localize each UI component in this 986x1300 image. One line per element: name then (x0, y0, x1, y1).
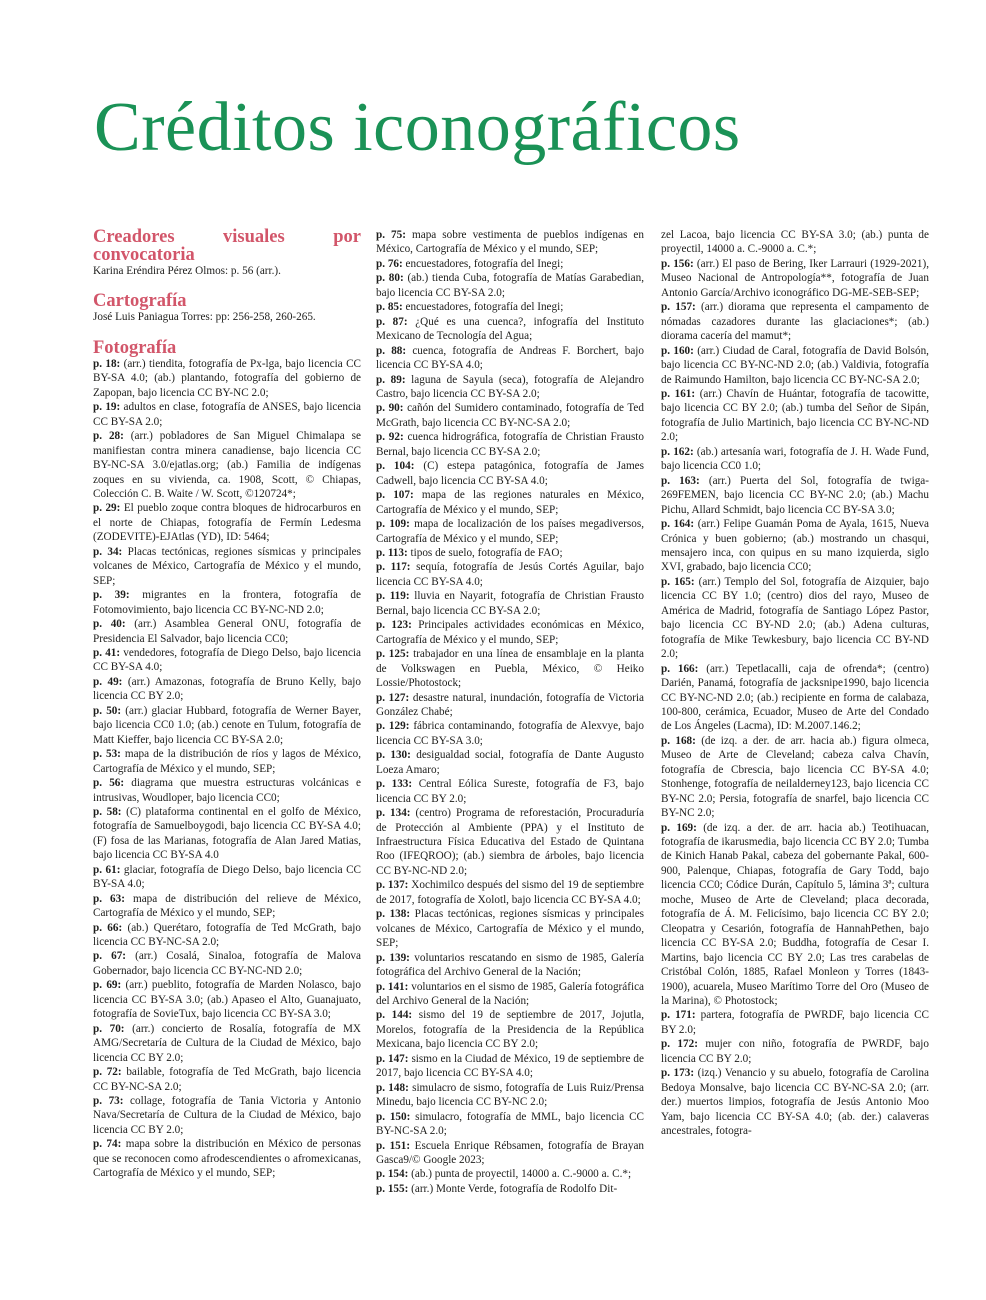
page-ref: p. 123: (376, 619, 412, 632)
page-ref: p. 73: (93, 1095, 124, 1108)
credit-entry (376, 373, 644, 402)
page-ref: p. 147: (376, 1052, 409, 1065)
page-ref: p. 168: (661, 734, 696, 747)
credit-entry (93, 264, 361, 278)
credit-entry (376, 806, 644, 878)
credit-text: Karina Eréndira Pérez Olmos: p. 56 (arr.). (93, 265, 281, 277)
credit-entry (93, 400, 361, 429)
page-ref: p. 171: (661, 1009, 696, 1022)
page-ref: p. 107: (376, 489, 414, 502)
page-ref: p. 151: (376, 1139, 411, 1152)
credit-text: mujer con niño, fotografía de PWRDF, bajo licencia CC BY 2.0; (661, 1038, 929, 1065)
page-ref: p. 90: (376, 402, 404, 415)
credit-text: cuenca, fotografía de Andreas F. Borchert, bajo licencia CC BY-SA 4.0; (376, 344, 644, 372)
page-ref: p. 119: (376, 590, 410, 603)
credit-entry (93, 675, 361, 704)
credit-entry (376, 1167, 644, 1181)
page-ref: p. 18: (93, 357, 121, 370)
credit-text: (arr.) pueblito, fotografía de Marden Nolasco, bajo licencia CC BY-SA 3.0; (ab.) Apaseo el Alto, Guanajuato, fotografía de SovieTux, bajo licencia CC BY-SA 3.0; (93, 979, 361, 1021)
credit-entry (93, 617, 361, 646)
credit-entry (93, 747, 361, 776)
page-ref: p. 39: (93, 589, 130, 602)
page-ref: p. 156: (661, 257, 694, 270)
credit-text: (arr.) Felipe Guamán Poma de Ayala, 1615, Nueva Crónica y buen gobierno; (ab.) mostrando un chasqui, mensajero inca, con quipus en su mano izquierda, siglo XVI, grabado, bajo licencia CC0; (661, 518, 930, 574)
credits-column-3 (661, 228, 929, 1139)
page-ref: p. 144: (376, 1009, 413, 1022)
credit-entry (376, 1139, 644, 1168)
credit-text: (arr.) glaciar Hubbard, fotografía de Werner Bayer, bajo licencia CC0 1.0; (ab.) cenote en Tulum, fotografía de Matt Kieffer, bajo licencia CC BY-SA 2.0; (93, 704, 361, 746)
page-ref: p. 130: (376, 749, 411, 762)
credit-text: partera, fotografía de PWRDF, bajo licencia CC BY 2.0; (661, 1009, 930, 1036)
credit-text: (arr.) Monte Verde, fotografía de Rodolfo Dit- (408, 1182, 618, 1195)
credit-entry (93, 501, 361, 544)
credit-text: (centro) Programa de reforestación, Procuraduría de Protección al Ambiente (PPA) y el Instituto de Infraestructura Física Educativa del Estado de Quintana Roo (IFEQROO); (ab.) siembra de árboles, bajo licencia CC BY-NC-ND 2.0; (376, 807, 645, 877)
credit-entry (376, 1110, 644, 1139)
page-ref: p. 92: (376, 431, 404, 444)
credit-text: migrantes en la frontera, fotografía de Fotomovimiento, bajo licencia CC BY-NC-ND 2.0; (93, 589, 361, 616)
credit-entry (376, 401, 644, 430)
credit-text: voluntarios rescatando en sismo de 1985, Galería fotográfica del Archivo General de la Nación; (376, 951, 644, 979)
page-ref: p. 138: (376, 908, 411, 921)
credit-text: tipos de suelo, fotografía de FAO; (407, 546, 563, 559)
credit-text: Central Eólica Sureste, fotografía de F3, bajo licencia CC BY 2.0; (376, 778, 645, 805)
credit-entry (661, 387, 929, 445)
credit-entry (93, 1022, 361, 1065)
credit-text: vendedores, fotografía de Diego Delso, bajo licencia CC BY-SA 4.0; (93, 646, 361, 674)
credit-entry (376, 691, 644, 720)
page-ref: p. 61: (93, 863, 121, 876)
credit-entry (661, 662, 929, 734)
credit-text: laguna de Sayula (seca), fotografía de Alejandro Castro, bajo licencia CC BY-SA 2.0; (376, 373, 645, 400)
credit-entry (93, 949, 361, 978)
page-ref: p. 139: (376, 951, 410, 964)
credit-text: Escuela Enrique Rébsamen, fotografía de Brayan Gasca9/© Google 2023; (376, 1139, 644, 1166)
section-heading: Creadores visuales por convocatoria (93, 227, 361, 265)
credit-text: (arr.) Templo del Sol, fotografía de Aizquier, bajo licencia CC BY 1.0; (centro) dios del rayo, Museo de América de Madrid, fotografía de Santiago López Pastor, bajo licencia CC BY-ND 2.0; (ab.) Adena culturas, fotografía de Mike Tewkesbury, bajo licencia CC BY-ND 2.0; (661, 575, 929, 661)
credit-entry (376, 980, 644, 1009)
credit-entry (93, 776, 361, 805)
credit-entry (661, 1066, 929, 1138)
credit-text: (arr.) Ciudad de Caral, fotografía de David Bolsón, bajo licencia CC BY-NC-ND 2.0; (ab.) Valdivia, fotografía de Raimundo Hamilton, bajo licencia CC BY-NC-SA 2.0; (661, 344, 929, 386)
credit-text: sismo en la Ciudad de México, 19 de septiembre de 2017, bajo licencia CC BY-SA 4.0; (376, 1052, 644, 1080)
page-ref: p. 133: (376, 778, 413, 791)
credit-entry (661, 300, 929, 343)
credit-text: (arr.) Tepetlacalli, caja de ofrenda*; (centro) Darién, Panamá, fotografía de jacksnipe1990, bajo licencia CC BY-NC-ND 2.0; (ab.) recipiente en forma de calabaza, 100-800, cerámica, Ecuador, Museo de Arte del Condado de Los Ángeles (Lacma), ID: M.2007.146.2; (661, 662, 929, 733)
credit-entry (93, 646, 361, 675)
credit-text: mapa sobre vestimenta de pueblos indígenas en México, Cartografía de México y el mundo, SEP; (376, 229, 644, 256)
credit-entry (93, 1137, 361, 1180)
credits-column-1 (93, 228, 361, 1181)
credit-text: (de izq. a der. de arr. hacia ab.) Teotihuacan, fotografía de ikarusmedia, bajo licencia CC BY 2.0; Tumba de Kinich Hanab Pakal, cabeza del gobernante Pakal, 600-900, Palenque, Chiapas, fotografía de Gary Todd, bajo licencia CC0; Códice Durán, Capítulo 5, lámina 3ª; cultura moche, Museo de Arte de Cleveland; placa decorada, fotografía de Á. M. Felicísimo, bajo licencia CC BY 2.0; Cleopatra y Cesarión, fotografía de HannahPethen, bajo licencia CC BY-SA 2.0; Buddha, fotografía de Cesar I. Martins, bajo licencia CC BY 2.0; Las tres carabelas de Cristóbal Colón, 1885, Rafael Monleon y Torres (1843-1900), acuarela, Museo Marítimo Torre del Oro (Museo de la Marina), © Photostock; (661, 821, 929, 1008)
credit-text: (arr.) diorama que representa el campamento de nómadas cazadores durante las glaciaciones*; (ab.) diorama cacería del mamut*; (661, 301, 929, 343)
credit-text: sequía, fotografía de Jesús Cortés Aguilar, bajo licencia CC BY-SA 4.0; (376, 561, 644, 588)
credit-entry (376, 228, 644, 257)
credit-text: desigualdad social, fotografía de Dante Augusto Loeza Amaro; (376, 749, 644, 776)
page-ref: p. 157: (661, 301, 696, 314)
page-ref: p. 69: (93, 979, 122, 992)
credit-entry (376, 430, 644, 459)
credit-text: glaciar, fotografía de Diego Delso, bajo licencia CC BY-SA 4.0; (93, 863, 361, 891)
credit-entry (376, 907, 644, 950)
page-ref: p. 169: (661, 821, 697, 834)
credit-entry (93, 921, 361, 950)
credit-text: Principales actividades económicas en México, Cartografía de México y el mundo, SEP; (376, 619, 644, 646)
credit-entry (93, 545, 361, 588)
page-ref: p. 87: (376, 315, 408, 328)
credit-text: mapa de las regiones naturales en México, Cartografía de México y el mundo, SEP; (376, 489, 645, 516)
credit-entry (661, 257, 929, 300)
page-ref: p. 58: (93, 805, 122, 818)
page-ref: p. 150: (376, 1110, 411, 1123)
page-ref: p. 164: (661, 518, 695, 531)
credit-text: (C) estepa patagónica, fotografía de James Cadwell, bajo licencia CC BY-SA 4.0; (376, 460, 644, 487)
page-ref: p. 63: (93, 892, 125, 905)
credit-entry (93, 805, 361, 863)
credit-text: diagrama que muestra estructuras volcánicas e intrusivas, Woudloper, bajo licencia CC0; (93, 777, 361, 804)
page-ref: p. 66: (93, 921, 123, 934)
credit-text: (ab.) Querétaro, fotografía de Ted McGrath, bajo licencia CC BY-NC-SA 2.0; (93, 921, 362, 949)
credit-entry (661, 1037, 929, 1066)
credit-entry (661, 1008, 929, 1037)
credit-text: collage, fotografía de Tania Victoria y Antonio Nava/Secretaría de Cultura de la Ciudad de México, bajo licencia CC BY 2.0; (93, 1095, 361, 1136)
page-ref: p. 141: (376, 980, 409, 993)
credit-entry (376, 315, 644, 344)
credit-entry (93, 1065, 361, 1094)
page-ref: p. 155: (376, 1182, 409, 1195)
credit-entry (661, 821, 929, 1009)
credit-entry (376, 560, 644, 589)
credit-entry (376, 1182, 644, 1196)
credit-entry (93, 892, 361, 921)
page-ref: p. 163: (661, 474, 700, 487)
credit-entry (661, 344, 929, 387)
page-ref: p. 166: (661, 662, 699, 675)
page-ref: p. 125: (376, 648, 410, 661)
credit-entry (93, 863, 361, 892)
credit-text: Xochimilco después del sismo del 19 de septiembre de 2017, fotografía de Xolotl, bajo licencia CC BY-SA 4.0; (376, 879, 645, 906)
credit-entry (376, 748, 644, 777)
credit-entry (376, 271, 644, 300)
page-ref: p. 173: (661, 1067, 695, 1080)
credit-text: (arr.) Cosalá, Sinaloa, fotografía de Malova Gobernador, bajo licencia CC BY-NC-ND 2.0; (93, 950, 361, 977)
credit-entry (376, 777, 644, 806)
credit-entry (93, 588, 361, 617)
page-ref: p. 41: (93, 646, 121, 659)
page-ref: p. 85: (376, 301, 403, 314)
credit-text: (arr.) Amazonas, fotografía de Bruno Kelly, bajo licencia CC BY 2.0; (93, 675, 362, 703)
credit-entry (376, 589, 644, 618)
page-ref: p. 154: (376, 1168, 409, 1181)
credit-entry (93, 357, 361, 400)
page-ref: p. 28: (93, 430, 124, 443)
credit-text: cuenca hidrográfica, fotografía de Christian Frausto Bernal, bajo licencia CC BY-SA 2.0; (376, 431, 645, 458)
section-heading: Fotografía (93, 337, 177, 358)
credit-text: fábrica contaminando, fotografía de Alexvye, bajo licencia CC BY-SA 3.0; (376, 720, 644, 747)
credit-text: (arr.) Asamblea General ONU, fotografía de Presidencia El Salvador, bajo licencia CC0; (93, 618, 362, 645)
credit-entry (661, 734, 929, 821)
page-ref: p. 19: (93, 401, 121, 414)
credit-text: simulacro, fotografía de MML, bajo licencia CC BY-NC-SA 2.0; (376, 1110, 644, 1138)
credits-column-2 (376, 228, 644, 1196)
credit-text: mapa de localización de los países megadiversos, Cartografía de México y el mundo, SEP; (376, 518, 644, 545)
credit-text: cañón del Sumidero contaminado, fotografía de Ted McGrath, bajo licencia CC BY-NC-SA 2.0; (376, 402, 644, 429)
credit-text: El pueblo zoque contra bloques de hidrocarburos en el norte de Chiapas, fotografía de Fermín Ledesma (ZODEVITE)-EJAtlas (YD), ID: 5464; (93, 502, 361, 544)
page-ref: p. 53: (93, 748, 121, 761)
credit-entry (93, 978, 361, 1021)
credit-entry (376, 1081, 644, 1110)
credit-text: adultos en clase, fotografía de ANSES, bajo licencia CC BY-SA 2.0; (93, 401, 361, 428)
credit-text: mapa sobre la distribución en México de personas que se reconocen como afrodescendientes o afromexicanas, Cartografía de México y el mundo, SEP; (93, 1138, 361, 1180)
credit-text: (arr.) Chavín de Huántar, fotografía de tacowitte, bajo licencia CC BY 2.0; (ab.) tumba del Señor de Sipán, fotografía de Julio Martinich, bajo licencia CC BY-NC-ND 2.0; (661, 387, 929, 444)
credit-text: trabajador en una línea de ensamblaje en la planta de Volkswagen en Puebla, México, © Heiko Lossie/Photostock; (376, 648, 644, 690)
credit-entry (376, 618, 644, 647)
credit-entry (93, 310, 361, 324)
credit-text: (arr.) Puerta del Sol, fotografía de twiga-269FEMEN, bajo licencia CC BY-NC 2.0; (ab.) Machu Pichu, Allard Schmidt, bajo licencia CC BY-SA 3.0; (661, 474, 930, 516)
credit-text: Placas tectónicas, regiones sísmicas y principales volcanes de México, Cartografía de México y el mundo, SEP; (93, 545, 362, 587)
credit-text: zel Lacoa, bajo licencia CC BY-SA 3.0; (ab.) punta de proyectil, 14000 a. C.-9000 a. C.*; (661, 229, 929, 256)
page-ref: p. 161: (661, 387, 696, 400)
page-ref: p. 89: (376, 373, 406, 386)
credit-text: desastre natural, inundación, fotografía de Victoria González Chabé; (376, 691, 644, 718)
page-ref: p. 129: (376, 720, 410, 733)
page-ref: p. 56: (93, 777, 125, 790)
page-ref: p. 148: (376, 1081, 409, 1094)
page-ref: p. 88: (376, 344, 407, 357)
page-ref: p. 40: (93, 618, 126, 631)
page-ref: p. 117: (376, 561, 411, 574)
credit-entry (661, 228, 929, 257)
section-heading: Cartografía (93, 291, 187, 312)
page-ref: p. 75: (376, 229, 406, 241)
page-ref: p. 137: (376, 879, 409, 892)
credit-entry (376, 1008, 644, 1051)
credit-text: (ab.) tienda Cuba, fotografía de Matías Garabedian, bajo licencia CC BY-SA 2.0; (376, 272, 644, 299)
credit-text: (izq.) Venancio y su abuelo, fotografía de Carolina Bedoya Monsalve, bajo licencia CC BY-NC-SA 2.0; (arr. der.) muertos limpios, fotografía de Jesús Antonio Moo Yam, bajo licencia CC BY-SA 4.0; (ab. der.) calaveras ancestrales, fotogra- (661, 1067, 929, 1138)
credit-entry (376, 878, 644, 907)
credit-entry (661, 517, 929, 575)
credit-text: lluvia en Nayarit, fotografía de Christian Frausto Bernal, bajo licencia CC BY-SA 2.0; (376, 590, 644, 617)
credit-text: ¿Qué es una cuenca?, infografía del Instituto Mexicano de Tecnología del Agua; (376, 315, 644, 343)
credit-entry (93, 429, 361, 501)
page-ref: p. 134: (376, 807, 411, 820)
credit-text: mapa de la distribución de ríos y lagos de México, Cartografía de México y el mundo, SEP; (93, 748, 361, 775)
credit-text: (arr.) pobladores de San Miguel Chimalapa se manifiestan contra minera canadiense, bajo licencia CC BY-NC-SA 3.0/ejatlas.org; (ab.) Familia de indígenas zoques en su vivienda, ca. 1908, Scott, © Chiapas, Colección C. B. Waite / W. Scott, ©120724*; (93, 430, 361, 500)
page-ref: p. 72: (93, 1066, 122, 1079)
credit-entry (376, 951, 644, 980)
credit-entry (661, 474, 929, 517)
credit-text: (arr.) tiendita, fotografía de Px-lga, bajo licencia CC BY-SA 4.0; (ab.) plantando, fotografía del gobierno de Zapopan, bajo licencia CC BY-NC 2.0; (93, 357, 361, 399)
credit-text: José Luis Paniagua Torres: pp: 256-258, 260-265. (93, 311, 316, 324)
credit-entry (376, 719, 644, 748)
page-ref: p. 76: (376, 257, 403, 270)
page-ref: p. 127: (376, 691, 410, 704)
page-ref: p. 113: (376, 546, 408, 559)
page-ref: p. 49: (93, 675, 123, 688)
page-ref: p. 162: (661, 445, 694, 458)
page-ref: p. 160: (661, 344, 694, 357)
credit-entry (376, 546, 644, 560)
page-ref: p. 104: (376, 460, 415, 473)
credit-text: (arr.) concierto de Rosalía, fotografía de MX AMG/Secretaría de Cultura de la Ciudad de México, bajo licencia CC BY 2.0; (93, 1022, 361, 1064)
credit-entry (376, 1052, 644, 1081)
credit-text: mapa de distribución del relieve de México, Cartografía de México y el mundo, SEP; (93, 892, 361, 920)
credit-entry (376, 344, 644, 373)
credit-text: encuestadores, fotografía del Inegi; (402, 301, 564, 314)
credit-entry (376, 488, 644, 517)
credit-text: encuestadores, fotografía del Inegi; (402, 257, 564, 270)
page-ref: p. 70: (93, 1022, 125, 1035)
page-ref: p. 165: (661, 575, 695, 588)
credit-entry (376, 257, 644, 271)
page-ref: p. 74: (93, 1138, 122, 1151)
credit-entry (376, 647, 644, 690)
credit-text: (ab.) punta de proyectil, 14000 a. C.-9000 a. C.*; (408, 1168, 632, 1181)
credit-text: (ab.) artesanía wari, fotografía de J. H. Wade Fund, bajo licencia CC0 1.0; (661, 445, 929, 473)
credit-text: bailable, fotografía de Ted McGrath, bajo licencia CC BY-NC-SA 2.0; (93, 1066, 361, 1093)
credit-entry (376, 517, 644, 546)
credit-text: (de izq. a der. de arr. hacia ab.) figura olmeca, Museo de Arte de Cleveland; cabeza calva Chavín, fotografía de Cbrescia, bajo licencia CC BY-SA 4.0; Stonhenge, fotografía de neilalderney123, bajo licencia CC BY-NC 2.0; Persia, fotografía de snarfel, bajo licencia CC BY-NC 2.0; (661, 734, 929, 820)
page-ref: p. 172: (661, 1038, 698, 1051)
page-ref: p. 29: (93, 502, 121, 515)
page-ref: p. 50: (93, 704, 122, 717)
credit-text: (arr.) El paso de Bering, Iker Larrauri (1929-2021), Museo Nacional de Antropología**, fotografía de Juan Antonio García/Archivo iconográfico DG-ME-SEB-SEP; (661, 257, 929, 299)
page-ref: p. 80: (376, 272, 404, 285)
credit-entry (376, 459, 644, 488)
credit-text: Placas tectónicas, regiones sísmicas y principales volcanes de México, Cartografía de México y el mundo, SEP; (376, 908, 645, 950)
page-ref: p. 109: (376, 518, 410, 531)
credit-text: simulacro de sismo, fotografía de Luis Ruiz/Prensa Minedu, bajo licencia CC BY-NC 2.0; (376, 1081, 644, 1109)
credit-text: (C) plataforma continental en el golfo de México, fotografía de Samuelboygodi, bajo licencia CC BY-SA 4.0; (F) fosa de las Marianas, fotografía de Alan Jared Matias, bajo licencia CC BY-SA 4.0 (93, 805, 361, 862)
credit-text: sismo del 19 de septiembre de 2017, Jojutla, Morelos, fotografía de la Presidencia de la República Mexicana, bajo licencia CC BY 2.0; (376, 1009, 644, 1051)
page-title: Créditos iconográficos (94, 89, 741, 166)
credit-entry (376, 300, 644, 314)
page-ref: p. 34: (93, 545, 123, 558)
credit-entry (93, 1094, 361, 1137)
page-ref: p. 67: (93, 950, 127, 963)
credit-entry (661, 445, 929, 474)
credit-text: voluntarios en el sismo de 1985, Galería fotográfica del Archivo General de la Nación; (376, 980, 644, 1008)
credit-entry (93, 704, 361, 747)
credit-entry (661, 575, 929, 662)
